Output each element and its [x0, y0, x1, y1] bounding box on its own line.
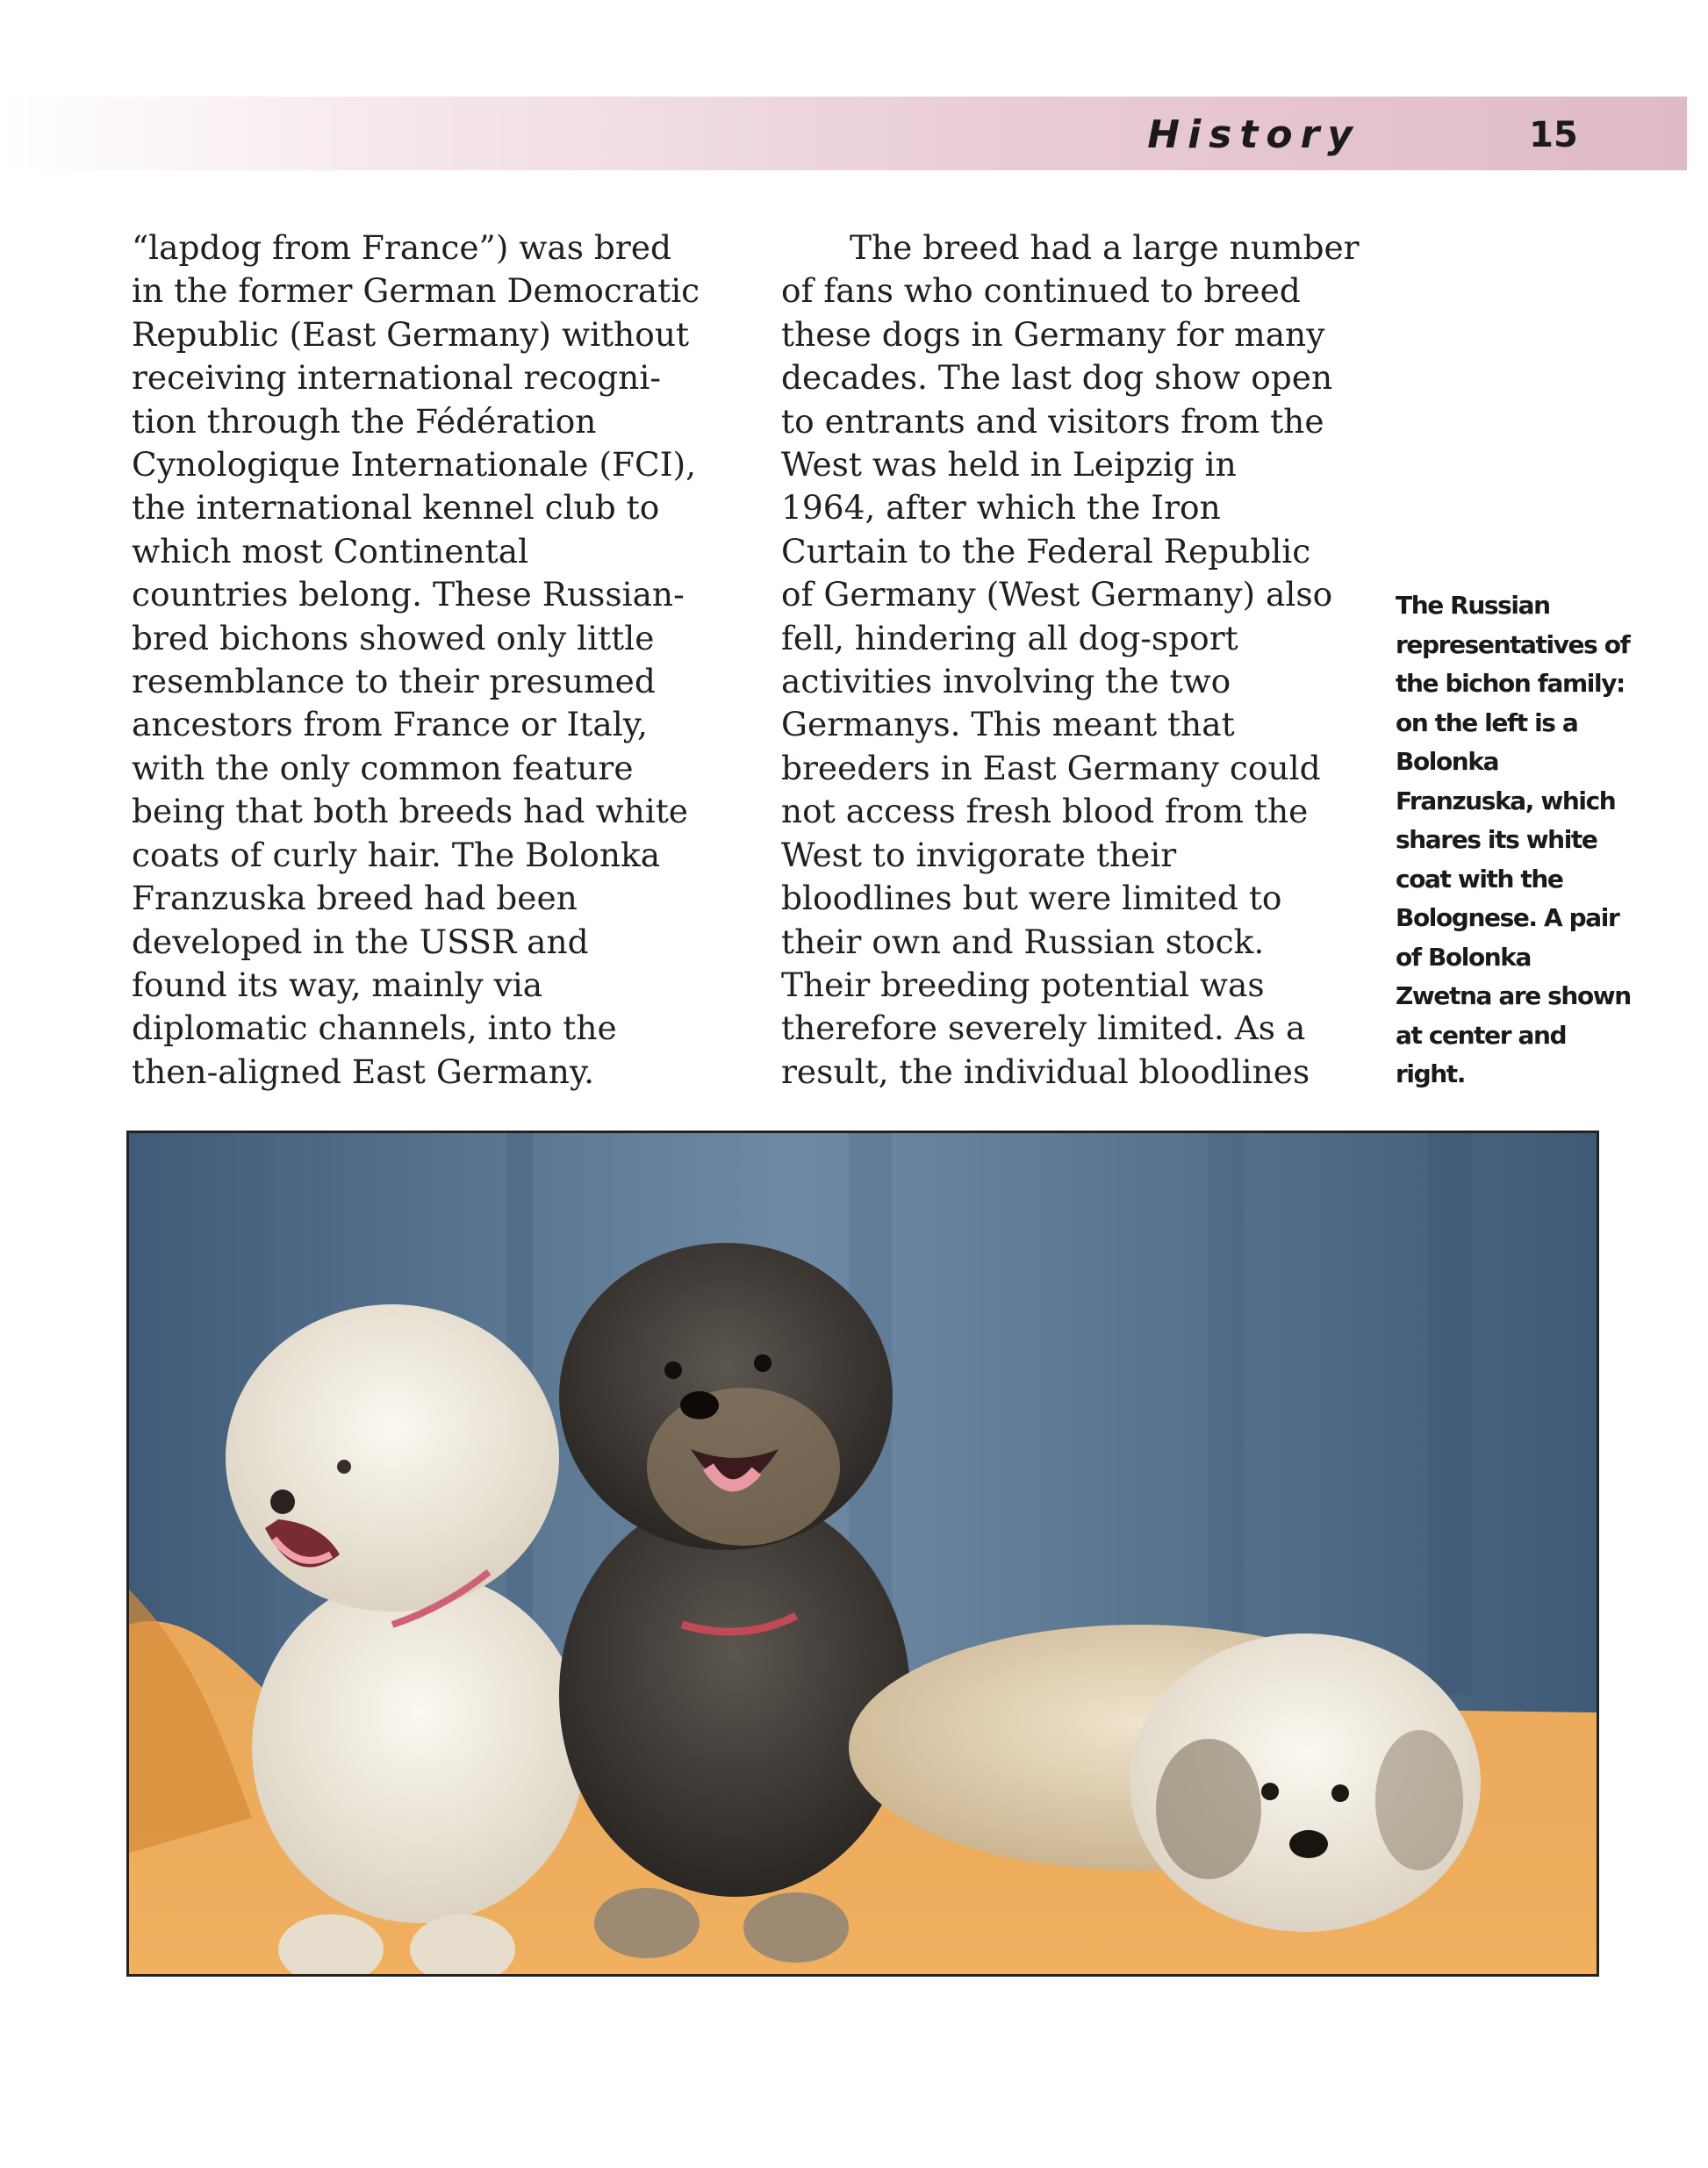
text-line: diplomatic channels, into the — [132, 1009, 617, 1048]
text-line: decades. The last dog show open — [781, 358, 1333, 398]
caption-line: on the left is a — [1396, 707, 1578, 737]
text-line: in the former German Democratic — [132, 271, 700, 311]
text-line: Republic (East Germany) without — [132, 314, 690, 354]
text-line: activities involving the two — [781, 662, 1231, 701]
caption-line: right. — [1396, 1059, 1466, 1088]
text-line: therefore severely limited. As a — [781, 1009, 1306, 1048]
caption-line: Zwetna are shown — [1396, 981, 1631, 1010]
text-line: countries belong. These Russian- — [132, 575, 685, 614]
text-line: of fans who continued to breed — [781, 271, 1301, 311]
text-line: developed in the USSR and — [132, 922, 589, 961]
caption-line: The Russian — [1396, 591, 1550, 620]
caption-line: Franzuska, which — [1396, 786, 1616, 815]
text-line: The breed had a large number — [850, 228, 1360, 267]
section-title: History — [1147, 112, 1360, 157]
text-line: resemblance to their presumed — [132, 662, 656, 701]
body-column-left — [132, 226, 746, 1104]
text-line: which most Continental — [132, 531, 529, 571]
text-line: receiving international recogni- — [132, 358, 661, 398]
text-line: the international kennel club to — [132, 488, 660, 528]
text-line: tion through the Fédération — [132, 401, 597, 441]
text-line: of Germany (West Germany) also — [781, 575, 1333, 614]
text-line: not access fresh blood from the — [781, 792, 1309, 831]
text-line: breeders in East Germany could — [781, 748, 1321, 787]
caption-line: the bichon family: — [1396, 669, 1625, 698]
caption-line: shares its white — [1396, 825, 1597, 854]
text-line: West to invigorate their — [781, 835, 1177, 874]
text-line: Germanys. This meant that — [781, 705, 1235, 744]
caption-line: of Bolonka — [1396, 942, 1532, 972]
text-line: their own and Russian stock. — [781, 922, 1265, 961]
caption-line: coat with the — [1396, 864, 1563, 894]
text-line: Curtain to the Federal Republic — [781, 531, 1311, 571]
page-number: 15 — [1529, 115, 1578, 155]
caption-line: Bolonka — [1396, 747, 1499, 776]
text-line: fell, hindering all dog-sport — [781, 618, 1238, 657]
text-line: bloodlines but were limited to — [781, 879, 1282, 918]
text-line: to entrants and visitors from the — [781, 401, 1324, 441]
text-line: 1964, after which the Iron — [781, 488, 1221, 528]
text-line: with the only common feature — [132, 748, 634, 787]
photo-caption — [1396, 586, 1694, 1095]
text-line: being that both breeds had white — [132, 792, 688, 831]
text-line: these dogs in Germany for many — [781, 314, 1325, 354]
body-column-right — [781, 226, 1387, 1104]
text-line: ancestors from France or Italy, — [132, 705, 648, 744]
text-line: then-aligned East Germany. — [132, 1052, 595, 1091]
text-line: Franzuska breed had been — [132, 879, 578, 918]
text-line: found its way, mainly via — [132, 965, 543, 1004]
text-line: West was held in Leipzig in — [781, 445, 1237, 485]
text-line: coats of curly hair. The Bolonka — [132, 835, 661, 874]
text-line: Cynologique Internationale (FCI), — [132, 445, 697, 485]
dogs-photo-illustration — [129, 1133, 1597, 1974]
caption-line: at center and — [1396, 1020, 1567, 1050]
header-band — [0, 97, 1687, 170]
text-line: bred bichons showed only little — [132, 618, 655, 657]
text-line: Their breeding potential was — [781, 965, 1265, 1004]
dogs-photo — [126, 1131, 1599, 1977]
caption-line: Bolognese. A pair — [1396, 903, 1619, 932]
text-line: result, the individual bloodlines — [781, 1052, 1310, 1091]
text-line: “lapdog from France”) was bred — [132, 228, 672, 267]
caption-line: representatives of — [1396, 629, 1630, 659]
